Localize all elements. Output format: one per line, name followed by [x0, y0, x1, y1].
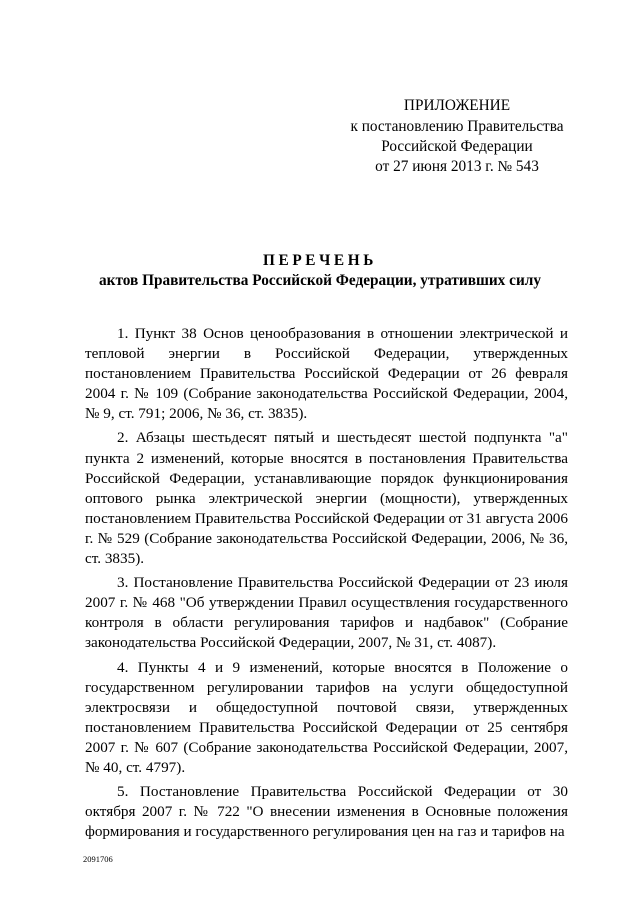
- appendix-line-1: к постановлению Правительства: [350, 118, 564, 135]
- appendix-line-2: Российской Федерации: [381, 138, 533, 155]
- list-item-2: 2. Абзацы шестьдесят пятый и шестьдесят шестой подпункта "а" пункта 2 изменений, которые вносятся в постановления Правительства Российской Федерации, устанавливающие порядок функционирования оптового рынка электрической энергии (мощности), утвержденных постановлением Правительства Российской Федерации от 31 августа 2006 г. № 529 (Собрание законодательства Российской Федерации, 2006, № 36, ст. 3835).: [85, 429, 568, 568]
- document-subtitle: актов Правительства Российской Федерации, утративших силу: [98, 272, 541, 289]
- list-item-4: 4. Пункты 4 и 9 изменений, которые вносятся в Положение о государственном регулировании тарифов на услуги общедоступной электросвязи и общедоступной почтовой связи, утвержденных постановлением Правительства Российской Федерации от 25 сентября 2007 г. № 607 (Собрание законодательства Российской Федерации, 2007, № 40, ст. 4797).: [85, 658, 568, 776]
- document-code: 2091706: [83, 854, 113, 864]
- appendix-block: [330, 96, 584, 177]
- appendix-heading: ПРИЛОЖЕНИЕ: [403, 97, 511, 114]
- document-body: [85, 324, 568, 846]
- appendix-line-3: от 27 июня 2013 г. № 543: [375, 158, 539, 175]
- list-item-3: 3. Постановление Правительства Российской Федерации от 23 июля 2007 г. № 468 "Об утверждении Правил осуществления государственного контроля в области регулирования тарифов и надбавок" (Собрание законодательства Российской Федерации, 2007, № 31, ст. 4087).: [85, 574, 568, 652]
- list-item-1: 1. Пункт 38 Основ ценообразования в отношении электрической и тепловой энергии в Российской Федерации, утвержденных постановлением Правительства Российской Федерации от 26 февраля 2004 г. № 109 (Собрание законодательства Российской Федерации, 2004, № 9, ст. 791; 2006, № 36, ст. 3835).: [85, 325, 568, 423]
- document-title: ПЕРЕЧЕНЬ: [263, 252, 377, 269]
- list-item-5: 5. Постановление Правительства Российской Федерации от 30 октября 2007 г. № 722 "О внесении изменения в Основные положения формирования и государственного регулирования цен на газ и тарифов на: [85, 783, 568, 841]
